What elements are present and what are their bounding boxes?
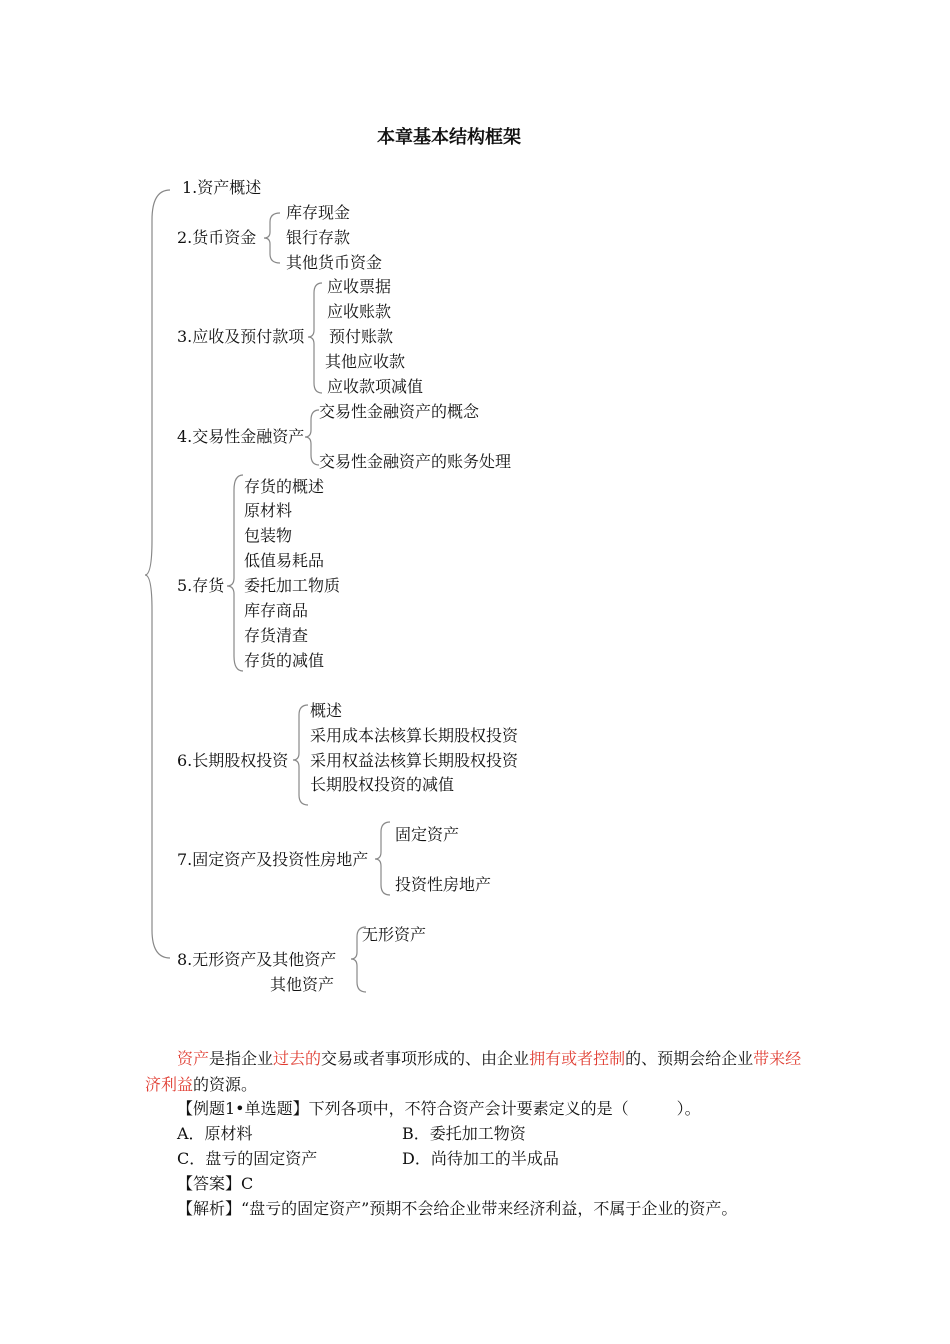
sub-item: 预付账款	[329, 327, 394, 346]
option-d: D．尚待加工的半成品	[402, 1149, 559, 1168]
sub-item: 其他货币资金	[286, 253, 383, 272]
sub-item: 固定资产	[395, 825, 460, 844]
tree-item-2: 2.货币资金	[177, 228, 257, 247]
tree-item-5: 5.存货	[177, 576, 225, 595]
sub-item: 交易性金融资产的概念	[319, 402, 480, 421]
bracket-5	[227, 475, 243, 671]
sub-item: 应收账款	[327, 302, 392, 321]
sub-item: 原材料	[244, 501, 293, 520]
definition-keyword: 带来经济利益	[145, 1049, 802, 1094]
bracket-6	[293, 705, 308, 805]
analysis: 【解析】“盘亏的固定资产”预期不会给企业带来经济利益，不属于企业的资产。	[177, 1199, 738, 1218]
sub-item: 长期股权投资的减值	[310, 775, 455, 794]
sub-item: 其他应收款	[325, 352, 406, 371]
tree-item-3: 3.应收及预付款项	[177, 327, 305, 346]
bracket-7	[375, 822, 390, 895]
tree-item-1: 1.资产概述	[182, 178, 262, 197]
definition-keyword: 拥有或者控制	[529, 1049, 626, 1068]
sub-item: 存货的概述	[244, 477, 325, 496]
sub-item: 应收款项减值	[327, 377, 424, 396]
sub-item: 包装物	[244, 526, 293, 545]
asset-definition: 资产是指企业过去的交易或者事项形成的、由企业拥有或者控制的、预期会给企业带来经济利益的资源。	[145, 1049, 802, 1094]
tree-item-8-second-line: 其他资产	[270, 975, 335, 994]
sub-item: 低值易耗品	[244, 551, 325, 570]
sub-item: 存货清查	[244, 626, 309, 645]
tree-item-8: 8.无形资产及其他资产	[177, 950, 337, 969]
sub-item: 概述	[310, 701, 343, 720]
example-question: 【例题1•单选题】下列各项中，不符合资产会计要素定义的是（ ）。	[177, 1099, 701, 1118]
sub-item: 银行存款	[286, 228, 351, 247]
sub-item: 采用权益法核算长期股权投资	[310, 751, 519, 770]
option-b: B．委托加工物资	[402, 1124, 526, 1143]
sub-item: 投资性房地产	[395, 875, 492, 894]
definition-keyword: 过去的	[273, 1049, 322, 1068]
answer: 【答案】C	[177, 1174, 254, 1193]
sub-item: 应收票据	[327, 277, 392, 296]
sub-item: 交易性金融资产的账务处理	[319, 452, 512, 471]
tree-item-4: 4.交易性金融资产	[177, 427, 305, 446]
tree-item-6: 6.长期股权投资	[177, 751, 289, 770]
definition-term: 资产	[177, 1049, 210, 1068]
sub-item: 采用成本法核算长期股权投资	[310, 726, 519, 745]
page-title: 本章基本结构框架	[377, 127, 521, 148]
bracket-2	[264, 213, 280, 263]
tree-item-7: 7.固定资产及投资性房地产	[177, 850, 369, 869]
option-a: A．原材料	[177, 1124, 253, 1143]
sub-item: 存货的减值	[244, 651, 325, 670]
option-c: C．盘亏的固定资产	[177, 1149, 318, 1168]
sub-item: 委托加工物质	[244, 576, 341, 595]
sub-item: 库存商品	[244, 601, 309, 620]
sub-item: 无形资产	[362, 925, 427, 944]
main-bracket	[145, 190, 170, 958]
bracket-4	[305, 410, 319, 465]
bracket-3	[308, 283, 322, 393]
sub-item: 库存现金	[286, 203, 351, 222]
